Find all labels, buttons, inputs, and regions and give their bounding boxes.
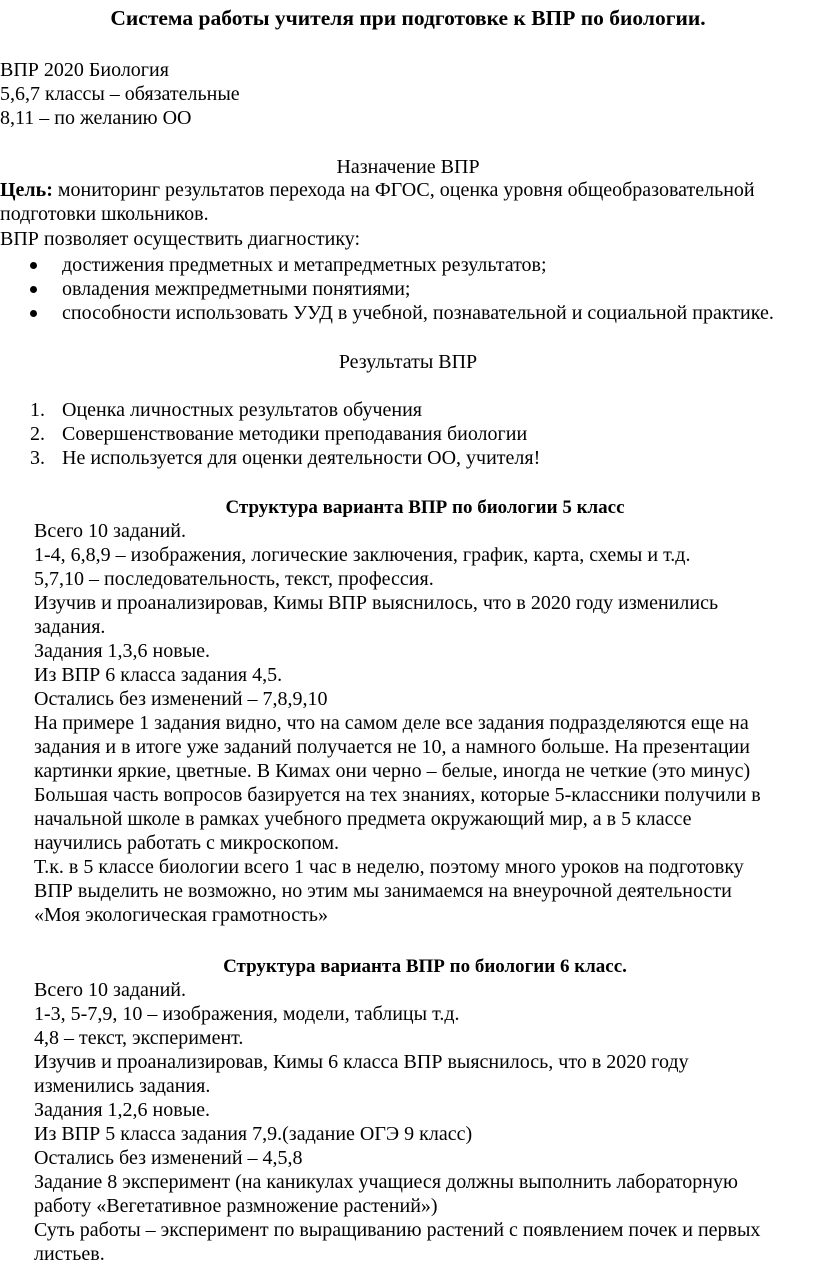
grade6-line: Из ВПР 5 класса задания 7,9.(задание ОГЭ 9 класс): [34, 1123, 473, 1145]
bullet-icon: [30, 262, 37, 269]
grade6-line: изменились задания.: [34, 1075, 211, 1097]
intro-line-2: 5,6,7 классы – обязательные: [0, 83, 240, 105]
grade5-line: Большая часть вопросов базируется на тех знаниях, которые 5-классники получили в: [34, 784, 761, 806]
document-title: Система работы учителя при подготовке к ВПР по биологии.: [110, 6, 706, 30]
diag-intro: ВПР позволяет осуществить диагностику:: [0, 228, 361, 250]
grade6-line: листьев.: [34, 1243, 105, 1265]
grade5-line: картинки яркие, цветные. В Кимах они черно – белые, иногда не четкие (это минус): [34, 760, 751, 782]
grade6-line: Суть работы – эксперимент по выращиванию растений с появлением почек и первых: [34, 1219, 761, 1241]
grade5-line: 5,7,10 – последовательность, текст, профессия.: [34, 568, 434, 590]
grade5-line: задания.: [34, 616, 106, 638]
grade5-line: Из ВПР 6 класса задания 4,5.: [34, 664, 283, 686]
goal-line-1: [0, 178, 755, 202]
grade5-line: «Моя экологическая грамотность»: [34, 904, 328, 926]
grade5-line: научились работать с микроскопом.: [34, 832, 340, 854]
list-item: способности использовать УУД в учебной, познавательной и социальной практике.: [0, 301, 774, 325]
grade6-line: Всего 10 заданий.: [34, 979, 186, 1001]
purpose-heading: Назначение ВПР: [336, 156, 480, 178]
grade6-line: Задания 1,2,6 новые.: [34, 1099, 211, 1121]
grade6-section: [34, 978, 804, 1266]
grade5-line: задания и в итоге уже заданий получается не 10, а намного больше. На презентации: [34, 736, 750, 758]
grade5-line: Задания 1,3,6 новые.: [34, 640, 211, 662]
grade5-line: На примере 1 задания видно, что на самом деле все задания подразделяются еще на: [34, 712, 749, 734]
grade6-line: Задание 8 эксперимент (на каникулах учащиеся должны выполнить лабораторную: [34, 1171, 738, 1193]
goal-label: Цель:: [0, 179, 53, 201]
grade6-line: работу «Вегетативное размножение растений»): [34, 1195, 438, 1217]
grade6-line: Изучив и проанализировав, Кимы 6 класса ВПР выяснилось, что в 2020 году: [34, 1051, 689, 1073]
list-item: овладения межпредметными понятиями;: [0, 277, 774, 301]
grade5-section: [34, 519, 804, 927]
grade6-heading: Структура варианта ВПР по биологии 6 класс.: [223, 956, 627, 977]
list-item: 1. Оценка личностных результатов обучения: [30, 399, 422, 421]
grade6-line: 1-3, 5-7,9, 10 – изображения, модели, таблицы т.д.: [34, 1003, 460, 1025]
list-item: 3. Не используется для оценки деятельности ОО, учителя!: [30, 447, 541, 469]
grade5-line: начальной школе в рамках учебного предмета окружающий мир, а в 5 классе: [34, 808, 692, 830]
diag-bullet-list: [0, 253, 774, 325]
bullet-icon: [30, 286, 37, 293]
grade5-line: Т.к. в 5 классе биологии всего 1 час в неделю, поэтому много уроков на подготовку: [34, 856, 744, 878]
grade6-line: Остались без изменений – 4,5,8: [34, 1147, 303, 1169]
grade5-line: Изучив и проанализировав, Кимы ВПР выяснилось, что в 2020 году изменились: [34, 592, 719, 614]
goal-text-1: мониторинг результатов перехода на ФГОС, оценка уровня общеобразовательной: [52, 179, 755, 201]
results-list: [0, 398, 540, 470]
list-item: достижения предметных и метапредметных результатов;: [0, 253, 774, 277]
grade5-line: ВПР выделить не возможно, но этим мы занимаемся на внеурочной деятельности: [34, 880, 732, 902]
bullet-icon: [30, 310, 37, 317]
list-item: 2. Совершенствование методики преподавания биологии: [30, 423, 528, 445]
intro-line-3: 8,11 – по желанию ОО: [0, 107, 192, 129]
grade5-line: Остались без изменений – 7,8,9,10: [34, 688, 328, 710]
results-heading: Результаты ВПР: [338, 351, 478, 373]
intro-line-1: ВПР 2020 Биология: [0, 59, 169, 81]
grade5-heading: Структура варианта ВПР по биологии 5 класс: [225, 497, 625, 518]
grade5-line: 1-4, 6,8,9 – изображения, логические заключения, график, карта, схемы и т.д.: [34, 544, 691, 566]
grade5-line: Всего 10 заданий.: [34, 520, 186, 542]
grade6-line: 4,8 – текст, эксперимент.: [34, 1027, 244, 1049]
goal-line-2: подготовки школьников.: [0, 203, 209, 225]
